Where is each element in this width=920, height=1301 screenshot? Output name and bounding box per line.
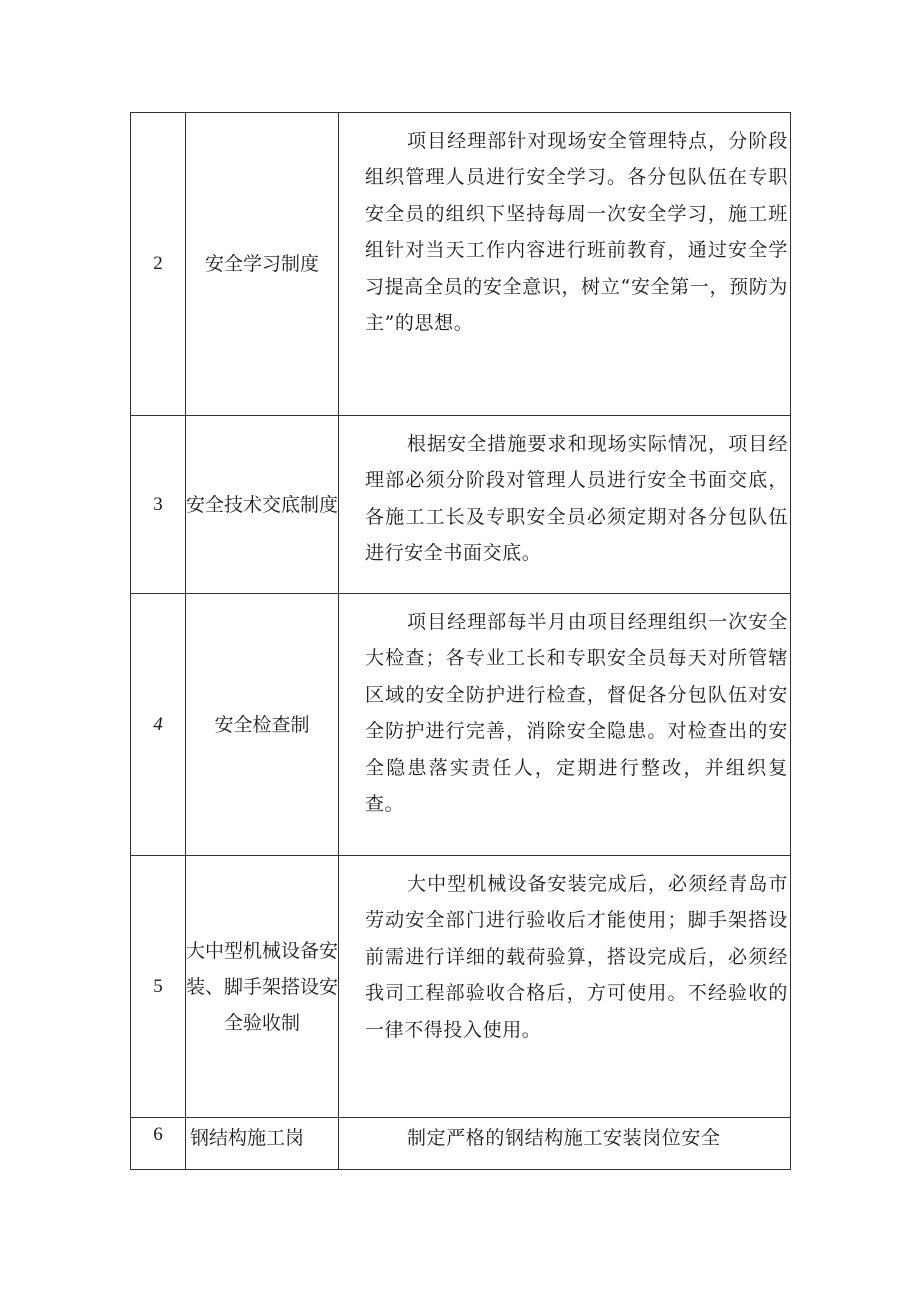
description-text: 项目经理部每半月由项目经理组织一次安全大检查；各专业工长和专职安全员每天对所管辖区域的安全防护进行检查，督促各分包队伍对安全防护进行完善，消除安全隐患。对检查出的安全隐患落实责任人，定期进行整改，并组织复查。	[365, 611, 788, 816]
regulation-name: 安全学习制度	[186, 113, 339, 416]
table-row	[131, 416, 791, 594]
description-text: 根据安全措施要求和现场实际情况，项目经理部必须分阶段对管理人员进行安全书面交底，各施工工长及专职安全员必须定期对各分包队伍进行安全书面交底。	[365, 433, 788, 565]
regulation-name: 大中型机械设备安装、脚手架搭设安全验收制	[186, 856, 339, 1118]
description-text: 项目经理部针对现场安全管理特点，分阶段组织管理人员进行安全学习。各分包队伍在专职安全员的组织下坚持每周一次安全学习，施工班组针对当天工作内容进行班前教育，通过安全学习提高全员的安全意识，树立“安全第一，预防为主”的思想。	[365, 130, 788, 335]
table-row	[131, 856, 791, 1118]
description-text: 制定严格的钢结构施工安装岗位安全	[407, 1127, 721, 1149]
table-row	[131, 113, 791, 416]
regulation-description	[339, 416, 791, 594]
table-row	[131, 1118, 791, 1170]
row-number: 2	[131, 113, 186, 416]
description-text: 大中型机械设备安装完成后，必须经青岛市劳动安全部门进行验收后才能使用；脚手架搭设前需进行详细的载荷验算，搭设完成后，必须经我司工程部验收合格后，方可使用。不经验收的一律不得投入使用。	[365, 873, 788, 1041]
row-number: 6	[131, 1118, 186, 1170]
regulation-description	[339, 113, 791, 416]
regulation-name: 安全检查制	[186, 594, 339, 856]
regulation-description	[339, 856, 791, 1118]
regulation-description	[339, 1118, 791, 1170]
row-number: 5	[131, 856, 186, 1118]
row-number: 3	[131, 416, 186, 594]
regulation-name: 安全技术交底制度	[186, 416, 339, 594]
row-number: 4	[131, 594, 186, 856]
table-row	[131, 594, 791, 856]
regulation-description	[339, 594, 791, 856]
regulation-name: 钢结构施工岗	[186, 1118, 339, 1170]
regulations-table	[130, 112, 791, 1170]
